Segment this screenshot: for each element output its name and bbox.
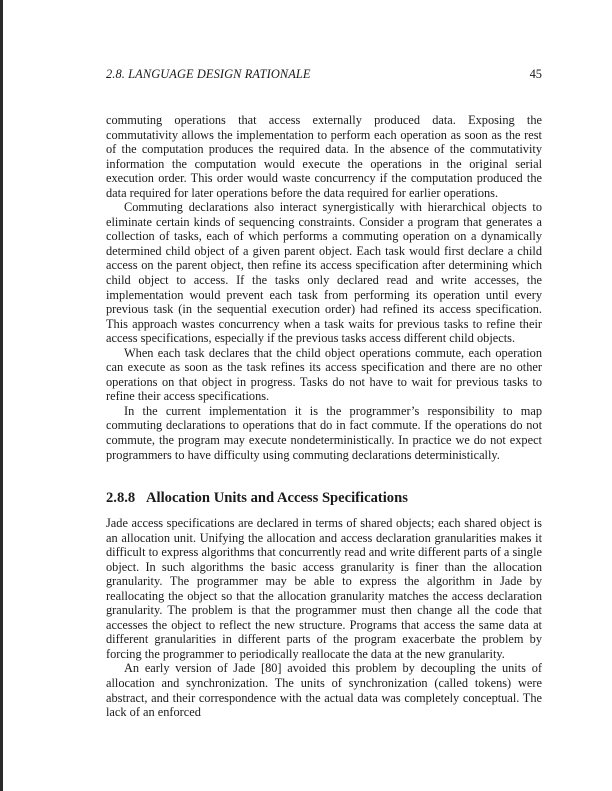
running-head [106, 67, 542, 82]
page-number: 45 [529, 67, 542, 81]
body-text-block-2 [106, 516, 542, 720]
running-head-section-title: 2.8. LANGUAGE DESIGN RATIONALE [106, 67, 311, 81]
paragraph-allocation-units: Jade access specifications are declared in terms of shared objects; each shared object is an allocation unit. Unifying the allocation and access declaration granularities makes it difficult to express algorithms that concurrently read and write different parts of a single object. In such algorithms the basic access granularity is finer than the allocation granularity. The programmer may be able to express the algorithm in Jade by reallocating the object so that the allocation granularity matches the access declaration granularity. The problem is that the programmer must then change all the code that accesses the object to reflect the new structure. Programs that access the same data at different granularities in different parts of the program exacerbate the problem by forcing the programmer to periodically reallocate the data at the new granularity. [106, 516, 542, 661]
paragraph-continuation: commuting operations that access externally produced data. Exposing the commutativity allows the implementation to perform each operation as soon as the rest of the computation produces the required data. In the absence of the commutativity information the computation would execute the operations in the original serial execution order. This order would waste concurrency if the computation produced the data required for later operations before the data required for earlier operations. [106, 113, 542, 200]
paragraph-commuting-hierarchical: Commuting declarations also interact synergistically with hierarchical objects to eliminate certain kinds of sequencing constraints. Consider a program that generates a collection of tasks, each of which performs a commuting operation on a dynamically determined child object of a given parent object. Each task would first declare a child access on the parent object, then refine its access specification after determining which child object to access. If the tasks only declared read and write accesses, the implementation would prevent each task from performing its operation until every previous task (in the sequential execution order) had refined its access specification. This approach wastes concurrency when a task waits for previous tasks to refine their access specifications, especially if the previous tasks access different child objects. [106, 200, 542, 346]
paragraph-early-jade: An early version of Jade [80] avoided this problem by decoupling the units of allocation and synchronization. The units of synchronization (called tokens) were abstract, and their correspondence with the actual data was completely conceptual. The lack of an enforced [106, 661, 542, 720]
section-number: 2.8.8 [106, 490, 136, 506]
section-title: Allocation Units and Access Specifications [146, 490, 408, 506]
body-text-block-1 [106, 113, 542, 462]
scan-left-border [0, 0, 3, 791]
section-heading [106, 489, 542, 507]
paragraph-programmer-responsibility: In the current implementation it is the programmer’s responsibility to map commuting declarations to operations that do in fact commute. If the operations do not commute, the program may execute nondeterministically. In practice we do not expect programmers to have difficulty using commuting declarations deterministically. [106, 403, 542, 462]
paragraph-child-commute: When each task declares that the child object operations commute, each operation can execute as soon as the task refines its access specification and there are no other operations on that object in progress. Tasks do not have to wait for previous tasks to refine their access specifications. [106, 345, 542, 404]
